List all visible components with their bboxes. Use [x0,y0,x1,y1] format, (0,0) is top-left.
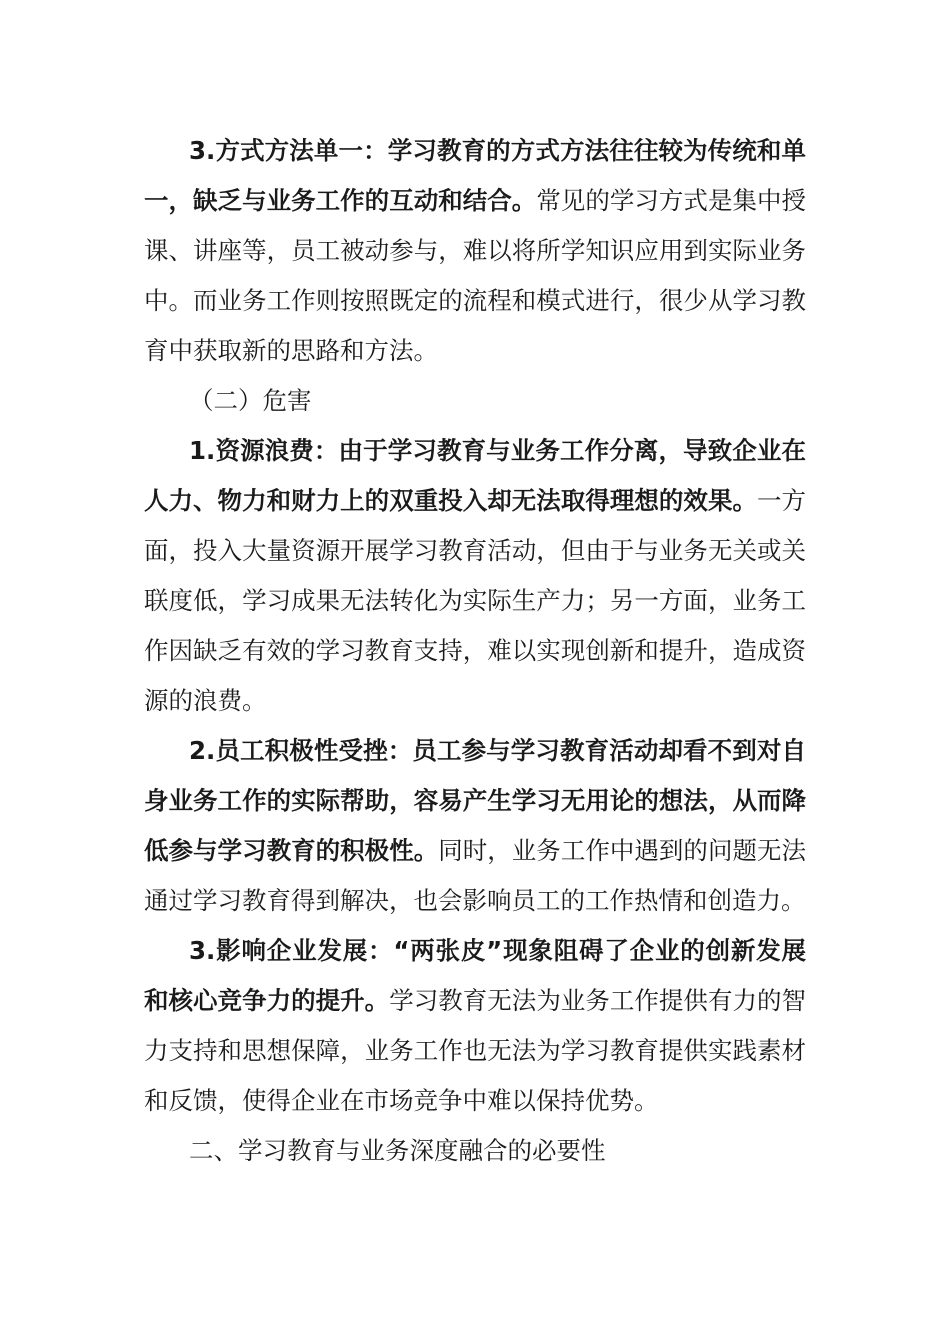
paragraph-lead: 2.员工积极性受挫：员工参与学习教育活动却看不到对自身业务工作的实际帮助，容易产生学习无用论的想法，从而降低参与学习教育的积极性。 [144,736,806,865]
paragraph-body: 同时，业务工作中遇到的问题无法通过学习教育得到解决，也会影响员工的工作热情和创造力。 [144,836,807,915]
paragraph-method-single [144,126,806,376]
paragraph-lead: 1.资源浪费：由于学习教育与业务工作分离，导致企业在人力、物力和财力上的双重投入却无法取得理想的效果。 [144,436,806,515]
paragraph-body: 常见的学习方式是集中授课、讲座等，员工被动参与，难以将所学知识应用到实际业务中。而业务工作则按照既定的流程和模式进行，很少从学习教育中获取新的思路和方法。 [144,186,807,365]
paragraph-resource-waste [144,426,806,726]
paragraph-lead: 3.影响企业发展：“两张皮”现象阻碍了企业的创新发展和核心竞争力的提升。 [144,936,806,1015]
paragraph-enterprise-development [144,926,806,1126]
paragraph-body: 学习教育无法为业务工作提供有力的智力支持和思想保障，业务工作也无法为学习教育提供实践素材和反馈，使得企业在市场竞争中难以保持优势。 [144,986,807,1115]
document-page [144,126,806,1176]
paragraph-lead: 3.方式方法单一：学习教育的方式方法往往较为传统和单一，缺乏与业务工作的互动和结合。 [144,136,806,215]
paragraph-employee-motivation [144,726,806,926]
part-heading-necessity: 二、学习教育与业务深度融合的必要性 [189,1136,606,1165]
paragraph-body: 一方面，投入大量资源开展学习教育活动，但由于与业务无关或关联度低，学习成果无法转化为实际生产力；另一方面，业务工作因缺乏有效的学习教育支持，难以实现创新和提升，造成资源的浪费。 [144,486,807,715]
section-heading-harms: （二）危害 [189,386,312,415]
